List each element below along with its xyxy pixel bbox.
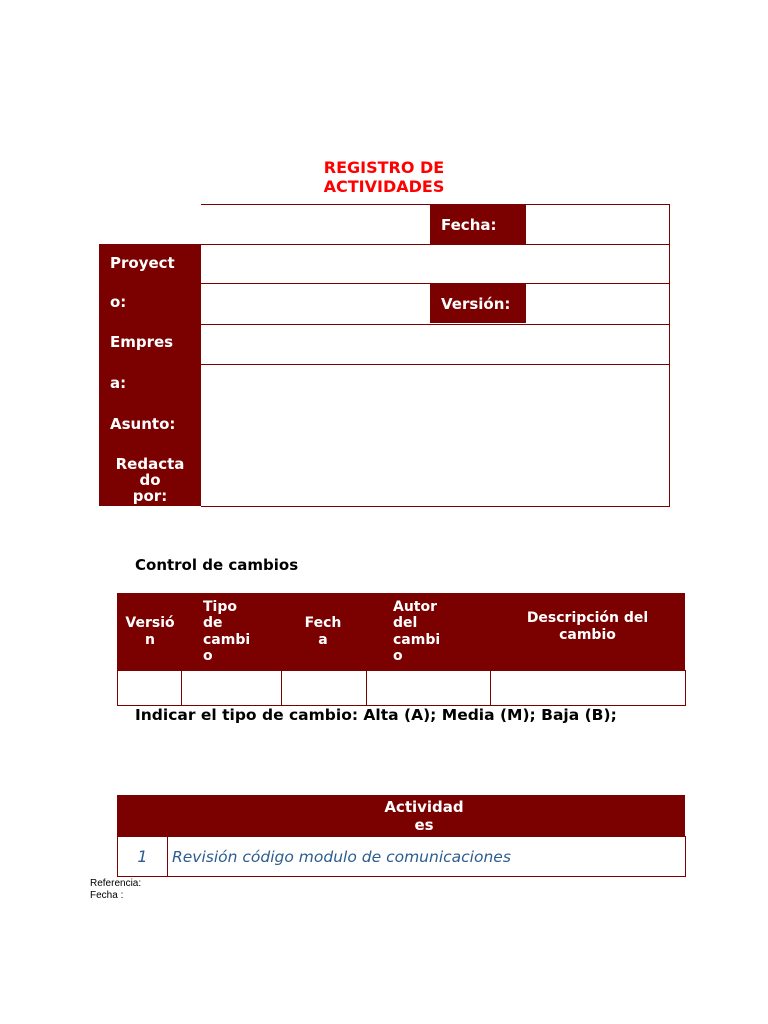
redactado-label-part1: Redacta [115, 455, 185, 473]
activities-header [117, 795, 685, 836]
activity-number: 1 [117, 836, 168, 877]
tipo-cell[interactable] [181, 670, 282, 706]
side-label-column [99, 244, 201, 506]
version-field[interactable] [527, 284, 669, 324]
descripcion-cell[interactable] [490, 670, 686, 706]
redactado-field[interactable] [202, 365, 669, 506]
proyecto-label-part2: o: [110, 293, 127, 311]
column-header-version: Versió n [125, 615, 175, 648]
column-header-descripcion: Descripción del cambio [526, 610, 649, 643]
column-header-fecha: Fech a [304, 615, 342, 648]
document-title-line2: ACTIVIDADES [323, 177, 445, 196]
table-row [117, 670, 686, 706]
list-item [117, 836, 686, 877]
activity-description: Revisión código modulo de comunicaciones [167, 836, 686, 877]
empresa-label-part1: Empres [110, 333, 174, 351]
footer-referencia: Referencia: [90, 878, 142, 889]
column-header-autor: Autor del cambi o [393, 598, 441, 664]
document-title-line1: REGISTRO DE [323, 158, 445, 177]
column-header-tipo: Tipo de cambi o [203, 598, 251, 664]
autor-cell[interactable] [366, 670, 491, 706]
version-cell[interactable] [117, 670, 182, 706]
fecha-field[interactable] [527, 205, 669, 244]
asunto-field[interactable] [202, 325, 669, 364]
change-type-note: Indicar el tipo de cambio: Alta (A); Media (M); Baja (B); [135, 706, 617, 724]
proyecto-field[interactable] [202, 245, 669, 283]
redactado-label-part3: por: [132, 487, 168, 505]
footer-fecha: Fecha : [90, 890, 124, 901]
empresa-label-part2: a: [110, 374, 127, 392]
version-label: Versión: [430, 284, 526, 323]
changes-section-title: Control de cambios [135, 556, 299, 574]
fecha-label: Fecha: [430, 205, 526, 244]
activities-header-label: Actividad es [384, 798, 464, 834]
document-title [284, 158, 484, 196]
redactado-label-part2: do [139, 471, 161, 489]
asunto-label: Asunto: [110, 415, 176, 433]
page-footer [90, 878, 141, 902]
proyecto-label-part1: Proyect [110, 254, 175, 272]
changes-table-header [117, 593, 685, 670]
fecha-cell[interactable] [281, 670, 367, 706]
empresa-field[interactable] [202, 284, 429, 324]
